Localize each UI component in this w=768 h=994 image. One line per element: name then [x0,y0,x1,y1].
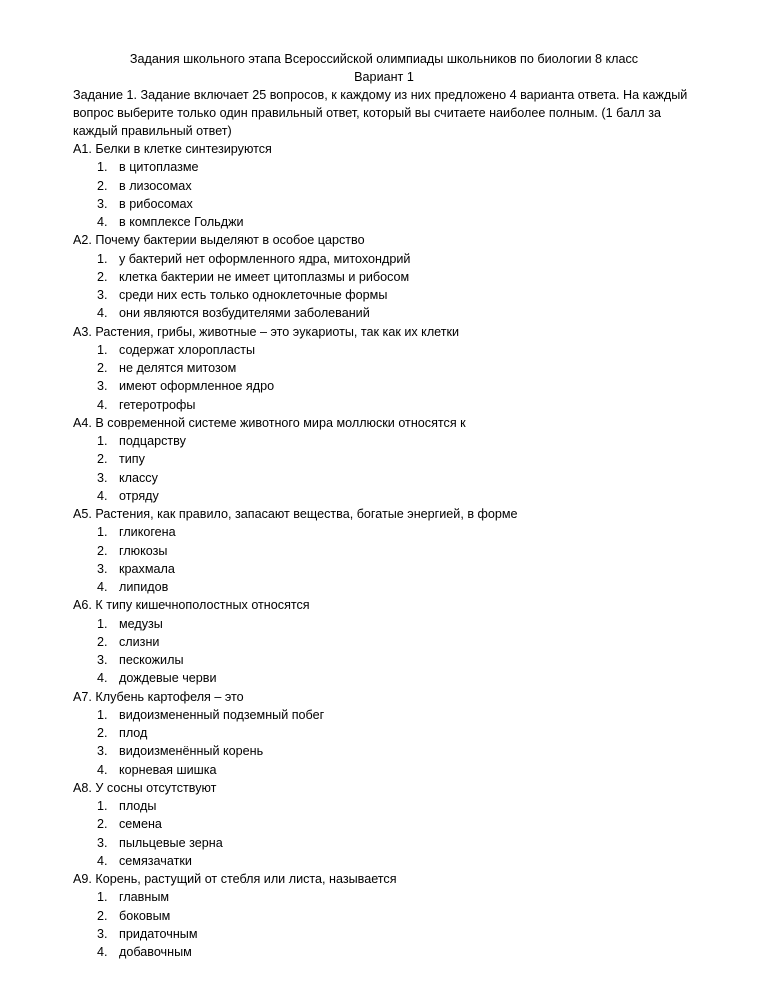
option-text: крахмала [119,561,175,576]
option-number: 3. [97,288,108,302]
answer-option [97,925,198,943]
option-text: плоды [119,799,157,813]
option-number: 2. [97,452,108,467]
option-text: добавочным [119,945,192,959]
option-number: 3. [97,470,108,485]
answer-option [97,761,217,779]
document-title: Задания школьного этапа Всероссийской олимпиады школьников по биологии 8 класс [129,52,639,66]
option-text: имеют оформленное ядро [119,379,275,394]
option-number: 4. [97,215,108,229]
question-text: А5. Растения, как правило, запасают вещества, богатые энергией, в форме [73,507,518,521]
option-text: среди них есть только одноклеточные формы [119,288,388,302]
option-number: 3. [97,744,108,759]
answer-option [97,158,199,176]
answer-option [97,432,186,450]
option-number: 3. [97,379,108,394]
option-number: 1. [97,616,108,631]
option-text: в лизосомах [119,178,192,193]
option-text: в рибосомах [119,196,193,211]
answer-option [97,706,324,724]
option-text: боковым [119,908,171,923]
option-text: корневая шишка [119,762,217,777]
answer-option [97,797,156,815]
answer-option [97,888,169,906]
option-text: гликогена [119,525,176,540]
option-text: семязачатки [119,853,192,868]
question-text: А3. Растения, грибы, животные – это эукариоты, так как их клетки [73,324,460,339]
option-text: отряду [119,488,159,503]
answer-option [97,542,167,560]
answer-option [97,250,410,268]
option-number: 4. [97,762,108,777]
answer-option [97,359,236,377]
answer-option [97,523,176,541]
option-text: видоизмененный подземный побег [119,707,325,722]
answer-option [97,907,170,925]
option-text: классу [119,470,158,485]
option-text: главным [119,890,170,905]
option-text: дождевые черви [119,671,217,686]
option-number: 2. [97,269,108,284]
option-number: 3. [97,561,108,576]
option-number: 2. [97,726,108,740]
answer-option [97,469,158,487]
option-text: в комплексе Гольджи [119,215,244,229]
option-number: 1. [97,342,108,357]
option-number: 4. [97,853,108,868]
option-number: 1. [97,799,108,813]
option-number: 1. [97,525,108,540]
answer-option [97,633,159,651]
option-number: 2. [97,178,108,193]
answer-option [97,615,163,633]
task-intro-line-3: каждый правильный ответ) [73,124,232,138]
answer-option [97,724,147,742]
question-text: А6. К типу кишечнополостных относятся [73,598,310,613]
answer-option [97,268,409,286]
option-number: 1. [97,251,108,266]
answer-option [97,396,195,414]
option-number: 4. [97,306,108,321]
option-number: 4. [97,671,108,686]
option-text: гетеротрофы [119,397,196,412]
option-number: 3. [97,653,108,667]
question-text: А1. Белки в клетке синтезируются [73,142,272,156]
option-number: 3. [97,835,108,850]
answer-option [97,450,145,468]
option-number: 4. [97,580,108,594]
answer-option [97,560,175,578]
question-text: А9. Корень, растущий от стебля или листа, называется [73,872,397,886]
option-text: медузы [119,616,163,631]
answer-option [97,341,255,359]
answer-option [97,177,192,195]
option-text: глюкозы [119,543,168,558]
option-text: придаточным [119,926,198,941]
option-number: 4. [97,945,108,959]
option-text: пыльцевые зерна [119,835,223,850]
option-text: у бактерий нет оформленного ядра, митохондрий [119,251,411,266]
option-text: видоизменённый корень [119,744,264,759]
answer-option [97,195,193,213]
option-number: 2. [97,817,108,832]
option-number: 1. [97,890,108,905]
answer-option [97,834,223,852]
question-text: А7. Клубень картофеля – это [73,689,244,704]
answer-option [97,286,387,304]
answer-option [97,815,162,833]
answer-option [97,651,184,669]
option-number: 2. [97,908,108,923]
answer-option [97,304,370,322]
option-number: 4. [97,397,108,412]
answer-option [97,578,168,596]
option-text: типу [119,452,145,467]
option-number: 1. [97,434,108,448]
option-text: пескожилы [119,653,184,667]
task-intro-line-2: вопрос выберите только один правильный ответ, который вы считаете наиболее полным. (1 балл за [73,106,662,120]
option-number: 1. [97,160,108,175]
answer-option [97,742,263,760]
option-number: 3. [97,196,108,211]
answer-option [97,943,192,961]
option-text: плод [119,726,148,740]
option-number: 1. [97,707,108,722]
option-text: слизни [119,634,160,649]
option-text: клетка бактерии не имеет цитоплазмы и рибосом [119,269,410,284]
answer-option [97,213,244,231]
question-text: А8. У сосны отсутствуют [73,780,217,795]
option-text: подцарству [119,434,186,448]
option-text: липидов [119,580,169,594]
option-number: 3. [97,926,108,941]
answer-option [97,669,217,687]
question-text: А4. В современной системе животного мира моллюски относятся к [73,415,466,430]
option-text: содержат хлоропласты [119,342,256,357]
answer-option [97,487,159,505]
option-text: в цитоплазме [119,160,199,175]
variant-label: Вариант 1 [354,70,414,84]
answer-option [97,377,274,395]
question-text: А2. Почему бактерии выделяют в особое царство [73,233,365,248]
option-number: 2. [97,361,108,375]
option-number: 2. [97,634,108,649]
option-text: они являются возбудителями заболеваний [119,306,370,321]
option-text: семена [119,817,162,832]
option-number: 4. [97,488,108,503]
task-intro-line-1: Задание 1. Задание включает 25 вопросов, к каждому из них предложено 4 варианта ответа. На каждый [73,88,688,102]
option-number: 2. [97,543,108,558]
option-text: не делятся митозом [119,361,237,375]
answer-option [97,852,192,870]
